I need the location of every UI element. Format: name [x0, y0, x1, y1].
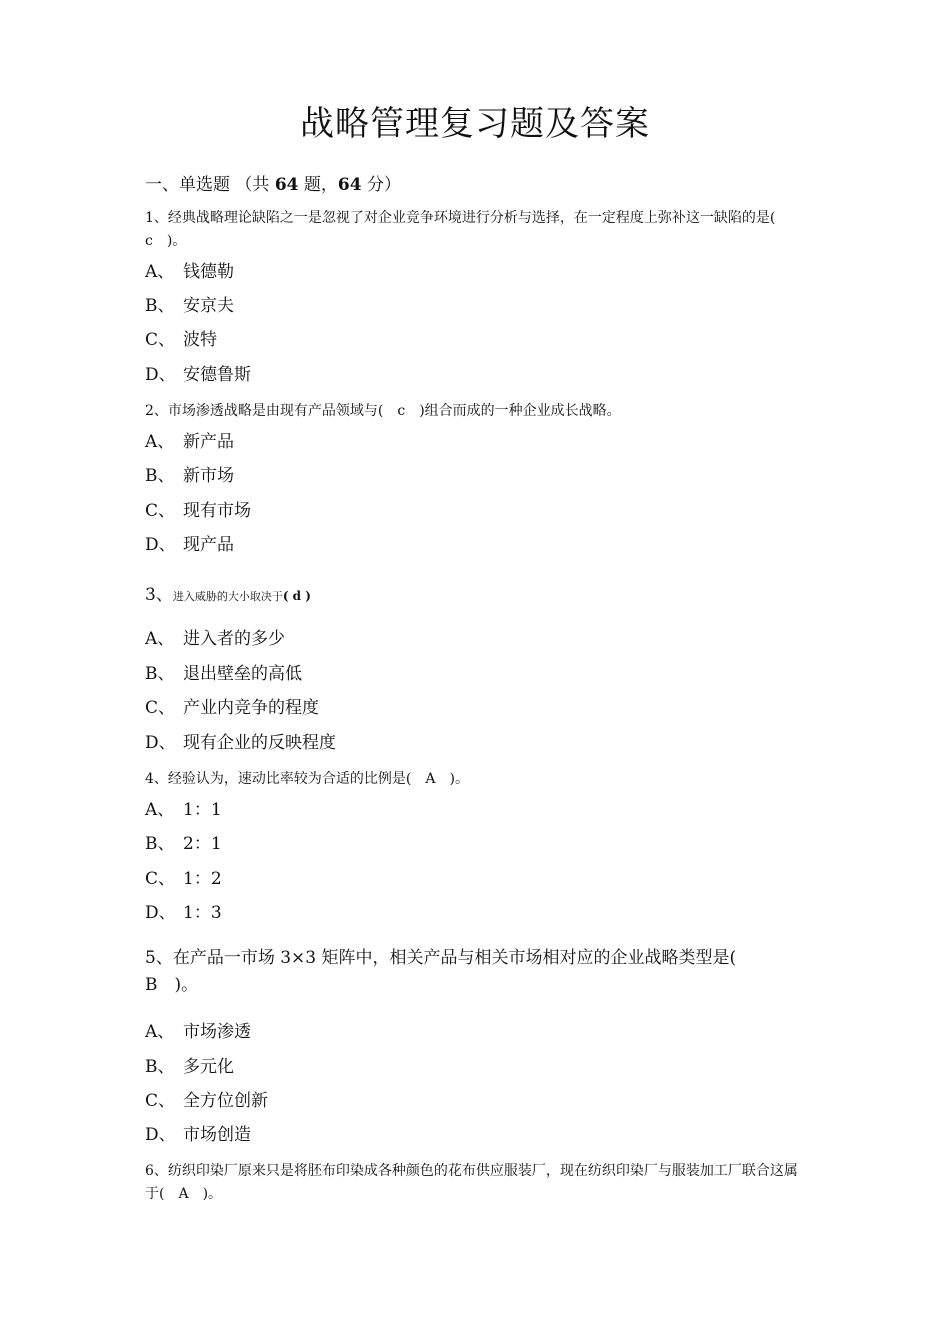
question-1-option-a: A、 钱德勒 — [145, 262, 234, 282]
question-1-option-d: D、 安德鲁斯 — [145, 365, 251, 385]
question-2-text: 2、市场渗透战略是由现有产品领域与( c )组合而成的一种企业成长战略。 — [145, 403, 621, 419]
question-5-text: 5、在产品一市场 3×3 矩阵中，相关产品与相关市场相对应的企业战略类型是( B )。 — [145, 948, 754, 995]
question-4-text: 4、经验认为，速动比率较为合适的比例是( A )。 — [145, 771, 469, 787]
question-count: 64 — [274, 175, 299, 195]
question-1-option-c: C、 波特 — [145, 330, 217, 350]
total-points: 64 — [337, 175, 362, 195]
question-5-option-d: D、 市场创造 — [145, 1125, 251, 1145]
question-5-option-a: A、 市场渗透 — [145, 1022, 251, 1042]
question-1-text: 1、经典战略理论缺陷之一是忽视了对企业竞争环境进行分析与选择，在一定程度上弥补这一缺陷的是( c )。 — [145, 210, 790, 249]
question-5-option-b: B、 多元化 — [145, 1057, 234, 1077]
question-3-option-d: D、 现有企业的反映程度 — [145, 733, 336, 753]
section-prefix: 一、单选题 （共 — [145, 175, 275, 195]
question-2-option-a: A、 新产品 — [145, 432, 234, 452]
section-mid: 题， — [298, 175, 338, 195]
question-2-option-d: D、 现产品 — [145, 535, 234, 555]
question-2-option-c: C、 现有市场 — [145, 501, 251, 521]
question-3-option-c: C、 产业内竞争的程度 — [145, 698, 319, 718]
section-heading — [145, 170, 401, 195]
question-4-option-d: D、 1：3 — [145, 903, 222, 923]
question-4-option-c: C、 1：2 — [145, 869, 222, 889]
question-4-option-a: A、 1：1 — [145, 800, 222, 820]
question-4-option-b: B、 2：1 — [145, 834, 222, 854]
question-2-option-b: B、 新市场 — [145, 466, 234, 486]
document-title: 战略管理复习题及答案 — [300, 104, 650, 144]
question-6-text: 6、纺织印染厂原来只是将胚布印染成各种颜色的花布供应服装厂，现在纺织印染厂与服装加工厂联合这属于( A )。 — [145, 1163, 798, 1202]
question-3-option-a: A、 进入者的多少 — [145, 629, 285, 649]
question-5-option-c: C、 全方位创新 — [145, 1091, 268, 1111]
question-3-option-b: B、 退出壁垒的高低 — [145, 664, 302, 684]
question-3-text: 3、进入威胁的大小取决于( d ) — [145, 585, 311, 605]
question-1-option-b: B、 安京夫 — [145, 296, 234, 316]
section-suffix: 分） — [361, 175, 401, 195]
